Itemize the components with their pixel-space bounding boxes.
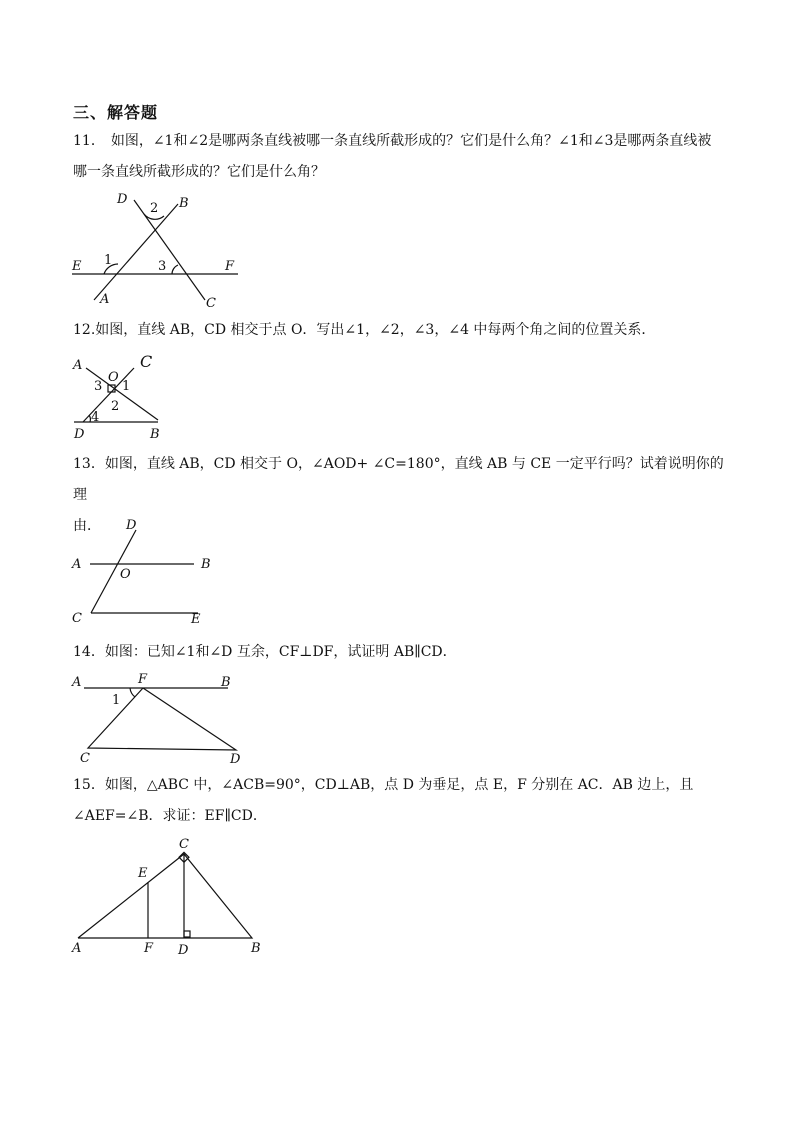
label-a: A xyxy=(72,557,82,572)
label-b: B xyxy=(179,196,189,211)
label-d: D xyxy=(178,943,189,958)
label-a: A xyxy=(100,292,110,307)
question-text-continued: 由． xyxy=(73,518,101,534)
triangle-abc xyxy=(78,854,252,938)
label-angle-1: 1 xyxy=(104,253,113,268)
label-angle-4: 4 xyxy=(91,410,100,425)
triangle-fcd xyxy=(88,688,236,750)
question-15 xyxy=(73,770,728,832)
label-angle-3: 3 xyxy=(94,379,103,394)
label-b: B xyxy=(150,427,160,442)
question-text: 14．如图：已知∠1和∠D 互余，CF⊥DF，试证明 AB∥CD． xyxy=(73,644,457,660)
angle-1-arc xyxy=(130,688,135,697)
section-title: 三、解答题 xyxy=(73,103,159,122)
label-angle-1: 1 xyxy=(112,693,121,708)
label-d: D xyxy=(117,192,128,207)
label-c: C xyxy=(206,296,216,311)
question-text-continued: 哪一条直线所截形成的？它们是什么角？ xyxy=(73,164,325,180)
figure-q13 xyxy=(66,515,216,630)
label-o: O xyxy=(108,370,119,385)
label-c: C xyxy=(140,352,153,371)
right-angle-mark-d xyxy=(184,931,190,937)
label-b: B xyxy=(251,941,261,956)
label-angle-2: 2 xyxy=(150,201,159,216)
label-angle-1: 1 xyxy=(122,379,131,394)
label-c: C xyxy=(72,611,82,626)
label-o: O xyxy=(120,567,131,582)
figure-q15 xyxy=(68,834,268,959)
line-ab xyxy=(94,204,178,300)
question-text: 如图，∠1和∠2是哪两条直线被哪一条直线所截形成的？它们是什么角？∠1和∠3是哪两条直线被 xyxy=(110,133,712,149)
label-e: E xyxy=(138,866,148,881)
question-text: 13．如图，直线 AB，CD 相交于 O，∠AOD+ ∠C=180°，直线 AB 与 CE 一定平行吗？试着说明你的理 xyxy=(73,456,724,503)
label-d: D xyxy=(230,752,241,767)
figure-q12 xyxy=(68,350,168,442)
question-text: 15．如图，△ABC 中，∠ACB=90°，CD⊥AB，点 D 为垂足，点 E，F 分别在 AC．AB 边上，且 xyxy=(73,777,694,793)
question-14 xyxy=(73,637,728,668)
figure-q14 xyxy=(68,670,253,765)
label-angle-2: 2 xyxy=(111,399,120,414)
question-11 xyxy=(73,126,728,188)
label-a: A xyxy=(72,941,82,956)
label-f: F xyxy=(138,672,148,687)
label-a: A xyxy=(72,675,82,690)
label-e: E xyxy=(72,259,82,274)
label-e: E xyxy=(191,612,201,627)
label-d: D xyxy=(74,427,85,442)
label-b: B xyxy=(221,675,231,690)
figure-q11 xyxy=(60,188,260,313)
angle-3-arc xyxy=(172,265,178,274)
question-number: 11． xyxy=(73,133,105,149)
question-12 xyxy=(73,315,728,346)
label-d: D xyxy=(126,518,137,533)
question-text-continued: ∠AEF=∠B．求证：EF∥CD． xyxy=(73,808,267,824)
label-c: C xyxy=(80,751,90,766)
label-b: B xyxy=(201,557,211,572)
label-angle-3: 3 xyxy=(158,259,167,274)
label-a: A xyxy=(73,358,83,373)
label-f: F xyxy=(225,259,235,274)
label-f: F xyxy=(144,941,154,956)
question-text: 12.如图，直线 AB，CD 相交于点 O．写出∠1，∠2，∠3，∠4 中每两个角之间的位置关系． xyxy=(73,322,656,338)
label-c: C xyxy=(179,837,189,852)
